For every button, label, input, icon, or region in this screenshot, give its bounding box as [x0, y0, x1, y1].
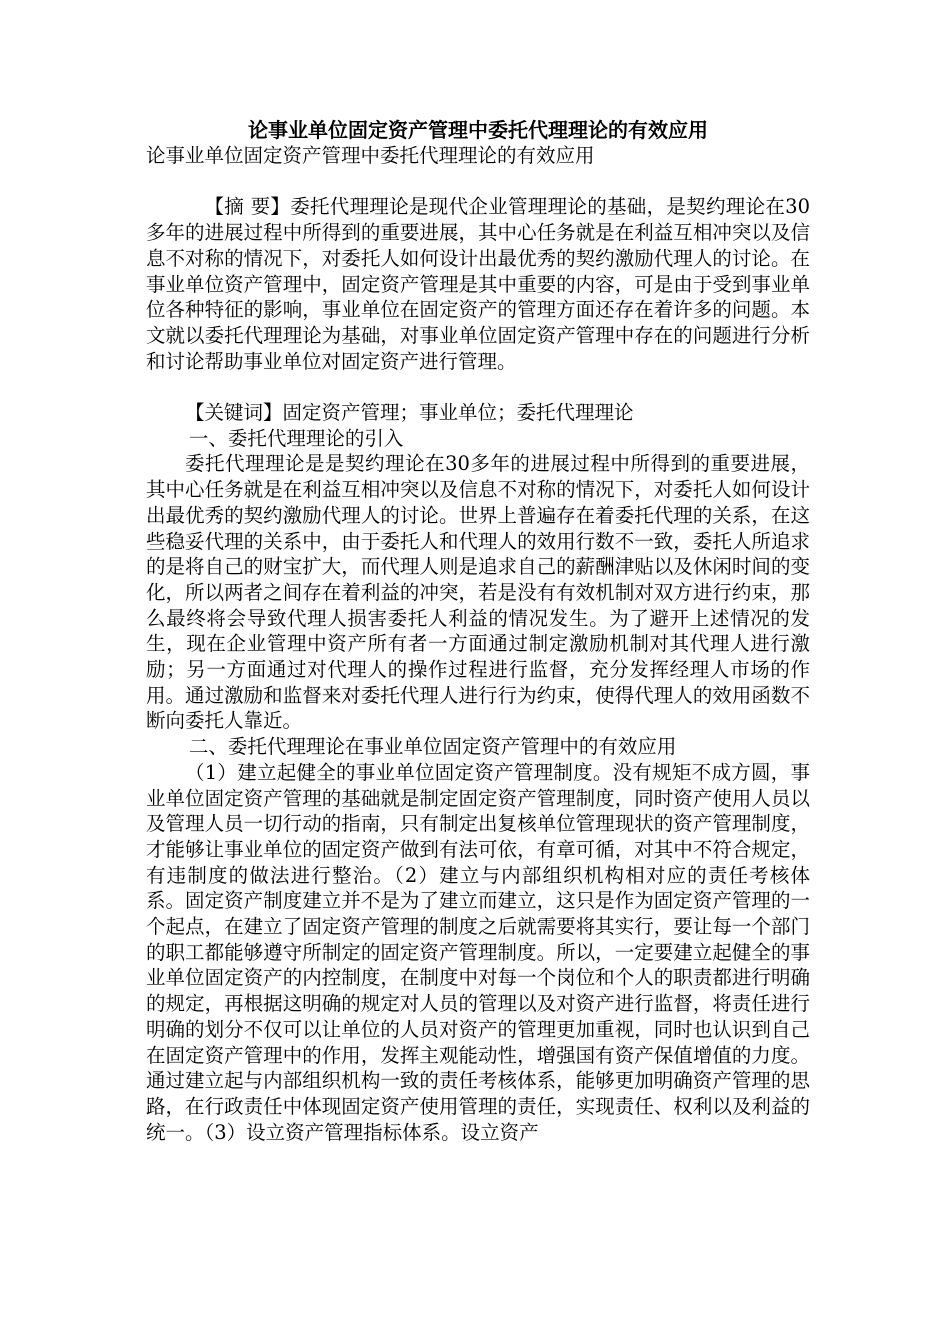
- section-body-2: （1）建立起健全的事业单位固定资产管理制度。没有规矩不成方圆，事业单位固定资产管理的基础就是制定固定资产管理制度，同时资产使用人员以及管理人员一切行动的指南，只有制定出复核单位管理现状的资产管理制度，才能够让事业单位的固定资产做到有法可依，有章可循，对其中不符合规定，有违制度的做法进行整治。（2）建立与内部组织机构相对应的责任考核体系。固定资产制度建立并不是为了建立而建立，这只是作为固定资产管理的一个起点，在建立了固定资产管理的制度之后就需要将其实行，要让每一个部门的职工都能够遵守所制定的固定资产管理制度。所以，一定要建立起健全的事业单位固定资产的内控制度，在制度中对每一个岗位和个人的职责都进行明确的规定，再根据这明确的规定对人员的管理以及对资产进行监督，将责任进行明确的划分不仅可以让单位的人员对资产的管理更加重视，同时也认识到自己在固定资产管理中的作用，发挥主观能动性，增强国有资产保值增值的力度。通过建立起与内部组织机构一致的责任考核体系，能够更加明确资产管理的思路，在行政责任中体现固定资产使用管理的责任，实现责任、权利以及利益的统一。（3）设立资产管理指标体系。设立资产: [146, 760, 810, 1144]
- document-title: 论事业单位固定资产管理中委托代理理论的有效应用: [248, 118, 708, 142]
- section-body-1: 委托代理理论是是契约理论在30多年的进展过程中所得到的重要进展，其中心任务就是在利益互相冲突以及信息不对称的情况下，对委托人如何设计出最优秀的契约激励代理人的讨论。世界上普遍存在着委托代理的关系，在这些稳妥代理的关系中，由于委托人和代理人的效用行数不一致，委托人所追求的是将自己的财宝扩大，而代理人则是追求自己的薪酬津贴以及休闲时间的变化，所以两者之间存在着利益的冲突，若是没有有效机制对双方进行约束，那么最终将会导致代理人损害委托人利益的情况发生。为了避开上述情况的发生，现在企业管理中资产所有者一方面通过制定激励机制对其代理人进行激励；另一方面通过对代理人的操作过程进行监督，充分发挥经理人市场的作用。通过激励和监督来对委托代理人进行行为约束，使得代理人的效用函数不断向委托人靠近。: [146, 452, 810, 733]
- document-subtitle: 论事业单位固定资产管理中委托代理理论的有效应用: [146, 144, 595, 167]
- keywords-line: 【关键词】固定资产管理；事业单位；委托代理理论: [185, 401, 634, 424]
- section-heading-1: 一、委托代理理论的引入: [188, 426, 404, 450]
- section-heading-2: 二、委托代理理论在事业单位固定资产管理中的有效应用: [188, 735, 677, 759]
- document-page: [146, 117, 810, 1145]
- abstract-paragraph: 【摘 要】委托代理理论是现代企业管理理论的基础，是契约理论在30多年的进展过程中所得到的重要进展，其中心任务就是在利益互相冲突以及信息不对称的情况下，对委托人如何设计出最优秀的契约激励代理人的讨论。在事业单位资产管理中，固定资产管理是其中重要的内容，可是由于受到事业单位各种特征的影响，事业单位在固定资产的管理方面还存在着许多的问题。本文就以委托代理理论为基础，对事业单位固定资产管理中存在的问题进行分析和讨论帮助事业单位对固定资产进行管理。: [146, 195, 810, 373]
- blank-line: [146, 374, 810, 400]
- blank-line: [146, 169, 810, 195]
